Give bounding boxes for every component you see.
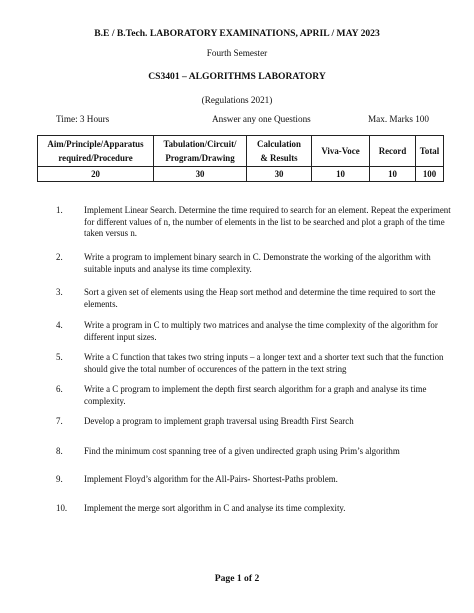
question-text: Implement the merge sort algorithm in C and analyse its time complexity. [84, 503, 346, 513]
marks-value-cell: 10 [370, 167, 416, 182]
question-text: Find the minimum cost spanning tree of a given undirected graph using Prim’s algorithm [84, 446, 400, 456]
regulations: (Regulations 2021) [201, 95, 273, 105]
question-text: Develop a program to implement graph traversal using Breadth First Search [84, 416, 354, 426]
marks-header-cell: Total [416, 136, 444, 167]
question-number: 6. [56, 384, 63, 394]
question-number: 7. [56, 416, 63, 426]
marks-header-cell: Calculation & Results [247, 136, 312, 167]
question-number: 5. [56, 352, 63, 362]
exam-title: B.E / B.Tech. LABORATORY EXAMINATIONS, APRIL / MAY 2023 [94, 28, 380, 39]
question-number: 9. [56, 474, 63, 484]
page-number: Page 1 of 2 [214, 573, 260, 584]
question-text: Write a program to implement binary search in C. Demonstrate the working of the algorithm with suitable inputs and analyse its time complexity. [84, 252, 431, 274]
exam-instruction: Answer any one Questions [212, 114, 311, 124]
max-marks: Max. Marks 100 [368, 114, 429, 124]
question-number: 1. [56, 205, 63, 215]
question-number: 2. [56, 252, 63, 262]
marks-value-cell: 30 [154, 167, 247, 182]
marks-header-cell: Viva-Voce [312, 136, 370, 167]
marks-value-cell: 20 [38, 167, 154, 182]
question-number: 8. [56, 446, 63, 456]
marks-value-cell: 10 [312, 167, 370, 182]
exam-duration: Time: 3 Hours [56, 114, 110, 124]
semester: Fourth Semester [206, 48, 268, 58]
course-title: CS3401 – ALGORITHMS LABORATORY [148, 71, 326, 82]
question-text: Write a C program to implement the depth first search algorithm for a graph and analyse its time complexity. [84, 384, 427, 406]
question-text: Write a C function that takes two string inputs – a longer text and a shorter text such that the function should give the total number of occurences of the pattern in the text string [84, 352, 444, 374]
marks-header-cell: Record [370, 136, 416, 167]
question-text: Sort a given set of elements using the Heap sort method and determine the time required to sort the elements. [84, 287, 436, 309]
marks-table-header-row [38, 136, 444, 167]
question-text: Implement Floyd’s algorithm for the All-Pairs- Shortest-Paths problem. [84, 474, 338, 484]
marks-header-cell: Aim/Principle/Apparatus required/Procedure [38, 136, 154, 167]
question-text: Write a program in C to multiply two matrices and analyse the time complexity of the algorithm for different input sizes. [84, 320, 438, 342]
marks-value-cell: 100 [416, 167, 444, 182]
question-number: 10. [56, 503, 68, 513]
question-number: 4. [56, 320, 63, 330]
marks-header-cell: Tabulation/Circuit/ Program/Drawing [154, 136, 247, 167]
marks-table [37, 135, 444, 182]
question-text: Implement Linear Search. Determine the time required to search for an element. Repeat the experiment for different values of n, the number of elements in the list to be searched and plot a graph of the time taken versus n. [84, 205, 451, 238]
marks-table-values-row [38, 167, 444, 182]
marks-value-cell: 30 [247, 167, 312, 182]
question-number: 3. [56, 287, 63, 297]
